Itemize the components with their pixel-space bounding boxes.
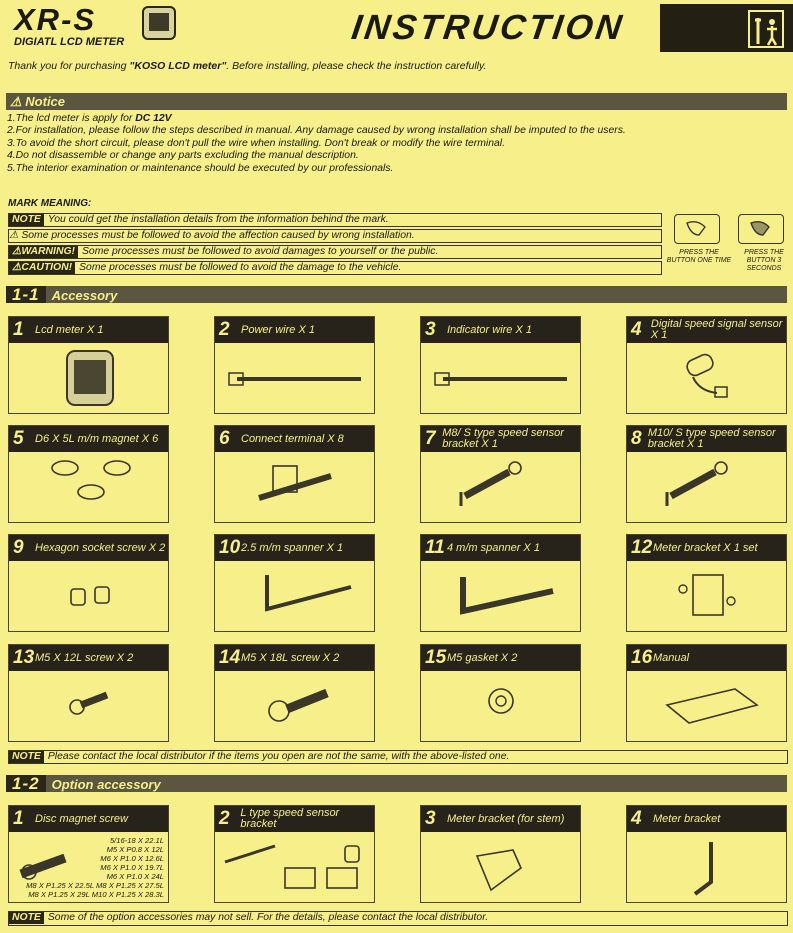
mark-row-note: NOTE You could get the installation details from the information behind the mark. — [8, 213, 662, 227]
accessory-item-header — [215, 535, 374, 561]
logo-title: XR-S — [14, 2, 97, 37]
accessory-item-header — [627, 535, 786, 561]
accessory-item-header — [215, 645, 374, 671]
item-label: Power wire X 1 — [241, 323, 315, 336]
item-number: 4 — [631, 319, 642, 340]
item-illustration — [9, 452, 168, 522]
item-illustration — [421, 561, 580, 631]
item-label: Meter bracket (for stem) — [447, 812, 565, 825]
mark-row-warning: ⚠WARNING! Some processes must be followed to avoid damages to yourself or the public. — [8, 245, 662, 259]
mark-row-caution: ⚠CAUTION! Some processes must be followed to avoid the damage to the vehicle. — [8, 261, 662, 275]
press-once-icon — [674, 214, 720, 244]
accessory-item-header — [215, 317, 374, 343]
accessory-item-14 — [214, 644, 375, 742]
item-label: M5 X 12L screw X 2 — [35, 651, 134, 664]
accessory-item-10 — [214, 534, 375, 632]
accessory-item-1 — [8, 316, 169, 414]
item-illustration — [215, 671, 374, 741]
option-item-header — [421, 806, 580, 832]
accessory-item-13 — [8, 644, 169, 742]
item-label: M10/ S type speed sensor bracket X 1 — [647, 427, 776, 450]
item-number: 13 — [13, 647, 35, 668]
item-label: Disc magnet screw — [35, 812, 128, 825]
item-label: M8/ S type speed sensor bracket X 1 — [442, 427, 564, 450]
item-number: 14 — [219, 647, 241, 668]
accessory-note: NOTE Please contact the local distributor if the items you open are not the same, with the above-listed one. — [8, 750, 788, 764]
item-illustration — [215, 452, 374, 522]
accessory-item-header — [9, 535, 168, 561]
item-illustration — [627, 561, 786, 631]
item-label: 4 m/m spanner X 1 — [447, 541, 540, 554]
accessory-item-header — [9, 317, 168, 343]
item-number: 15 — [425, 647, 447, 668]
item-label: D6 X 5L m/m magnet X 6 — [35, 432, 159, 445]
accessory-item-15 — [420, 644, 581, 742]
notice-line-4: 4.Do not disassemble or change any parts excluding the manual description. — [7, 150, 359, 162]
mark-heading: MARK MEANING: — [8, 198, 92, 209]
notice-bar — [6, 93, 787, 110]
accessory-item-header — [9, 645, 168, 671]
accessory-item-header — [627, 317, 786, 343]
warning-icon: ⚠ — [10, 94, 26, 109]
option-item-header — [215, 806, 374, 832]
item-number: 16 — [631, 647, 653, 668]
item-label: Connect terminal X 8 — [241, 432, 344, 445]
item-label: Hexagon socket screw X 2 — [35, 541, 166, 554]
accessory-item-header — [421, 426, 580, 452]
item-number: 3 — [425, 319, 436, 340]
tools-icon — [748, 10, 784, 48]
meter-logo-icon — [140, 4, 180, 42]
item-label: Meter bracket — [653, 812, 721, 825]
accessory-item-6 — [214, 425, 375, 523]
item-label: M5 gasket X 2 — [447, 651, 518, 664]
accessory-item-header — [215, 426, 374, 452]
logo — [6, 2, 206, 54]
accessory-item-5 — [8, 425, 169, 523]
item-number: 11 — [425, 537, 445, 558]
option-bar: 1-2 Option accessory — [6, 775, 787, 792]
screw-spec: M6 X P1.0 X 24L — [106, 872, 164, 881]
screw-spec: M5 X P0.8 X 12L — [106, 845, 164, 854]
item-number: 1 — [13, 808, 24, 829]
accessory-item-2 — [214, 316, 375, 414]
item-illustration — [627, 343, 786, 413]
intro-text: Thank you for purchasing "KOSO LCD meter". Before installing, please check the instruction carefully. — [8, 60, 487, 72]
item-label: Lcd meter X 1 — [35, 323, 104, 336]
option-note: NOTE Some of the option accessories may not sell. For the details, please contact the local distributor. — [8, 911, 788, 926]
item-label: Digital speed signal sensor X 1 — [650, 318, 783, 341]
item-illustration — [421, 343, 580, 413]
accessory-item-header — [627, 426, 786, 452]
item-number: 1 — [13, 319, 24, 340]
item-number: 10 — [219, 537, 241, 558]
item-number: 2 — [219, 808, 230, 829]
item-illustration — [9, 343, 168, 413]
screw-spec: M6 X P1.0 X 19.7L — [100, 863, 164, 872]
accessory-item-4 — [626, 316, 787, 414]
item-number: 4 — [631, 808, 642, 829]
item-illustration — [627, 671, 786, 741]
notice-line-1: 1.The lcd meter is apply for DC 12V — [7, 113, 172, 124]
item-label: Meter bracket X 1 set — [653, 541, 758, 554]
press-once-caption: PRESS THE BUTTON ONE TIME — [666, 249, 732, 264]
item-illustration — [215, 561, 374, 631]
item-illustration — [9, 561, 168, 631]
item-number: 6 — [219, 428, 230, 449]
notice-list — [7, 113, 626, 175]
accessory-item-header — [627, 645, 786, 671]
accessory-item-11 — [420, 534, 581, 632]
item-label: Manual — [653, 651, 690, 664]
accessory-bar: 1-1 Accessory — [6, 286, 787, 303]
screw-spec: M8 X P1.25 X 22.5L M8 X P1.25 X 27.5L — [26, 881, 164, 890]
logo-subtitle: DIGIATL LCD METER — [14, 36, 125, 48]
item-illustration — [9, 671, 168, 741]
page-title: INSTRUCTION — [349, 8, 627, 47]
item-number: 2 — [219, 319, 230, 340]
item-label: Indicator wire X 1 — [447, 323, 532, 336]
item-number: 8 — [631, 428, 642, 449]
item-illustration — [627, 452, 786, 522]
option-item-3 — [420, 805, 581, 903]
option-item-2 — [214, 805, 375, 903]
screw-spec-list — [26, 836, 164, 899]
item-number: 3 — [425, 808, 436, 829]
accessory-item-8 — [626, 425, 787, 523]
accessory-item-header — [421, 317, 580, 343]
notice-line-3: 3.To avoid the short circuit, please don't pull the wire when installing. Don't break or modify the wire terminal. — [7, 137, 505, 149]
item-number: 5 — [13, 428, 24, 449]
option-item-4 — [626, 805, 787, 903]
item-number: 9 — [13, 537, 24, 558]
accessory-item-7 — [420, 425, 581, 523]
item-illustration — [421, 832, 580, 902]
accessory-item-3 — [420, 316, 581, 414]
screw-spec: M8 X P1.25 X 29L M10 X P1.25 X 28.3L — [28, 890, 164, 899]
accessory-item-12 — [626, 534, 787, 632]
press-hold-caption: PRESS THE BUTTON 3 SECONDS — [744, 249, 784, 272]
mark-row-attention: ⚠ Some processes must be followed to avoid the affection caused by wrong installation. — [8, 229, 662, 243]
screw-spec: M6 X P1.0 X 12.6L — [100, 854, 164, 863]
accessory-item-header — [9, 426, 168, 452]
notice-line-2: 2.For installation, please follow the steps described in manual. Any damage caused by wrong installation shall be imputed to the users. — [7, 125, 626, 137]
item-illustration — [627, 832, 786, 902]
accessory-item-header — [421, 535, 580, 561]
screw-spec: 5/16-18 X 22.1L — [109, 836, 164, 845]
item-illustration — [215, 832, 374, 902]
press-hold-icon — [738, 214, 784, 244]
notice-line-5: 5.The interior examination or maintenance should be executed by our professionals. — [7, 162, 394, 174]
item-illustration — [421, 452, 580, 522]
option-item-1 — [8, 805, 169, 903]
item-label: M5 X 18L screw X 2 — [241, 651, 340, 664]
item-label: 2.5 m/m spanner X 1 — [241, 541, 344, 554]
accessory-item-9 — [8, 534, 169, 632]
item-illustration — [215, 343, 374, 413]
item-number: 7 — [425, 428, 436, 449]
item-label: L type speed sensor bracket — [240, 807, 340, 830]
notice-heading: Notice — [25, 94, 66, 109]
option-item-header — [627, 806, 786, 832]
accessory-item-header — [421, 645, 580, 671]
accessory-item-16 — [626, 644, 787, 742]
item-illustration — [421, 671, 580, 741]
option-item-header — [9, 806, 168, 832]
item-number: 12 — [631, 537, 653, 558]
